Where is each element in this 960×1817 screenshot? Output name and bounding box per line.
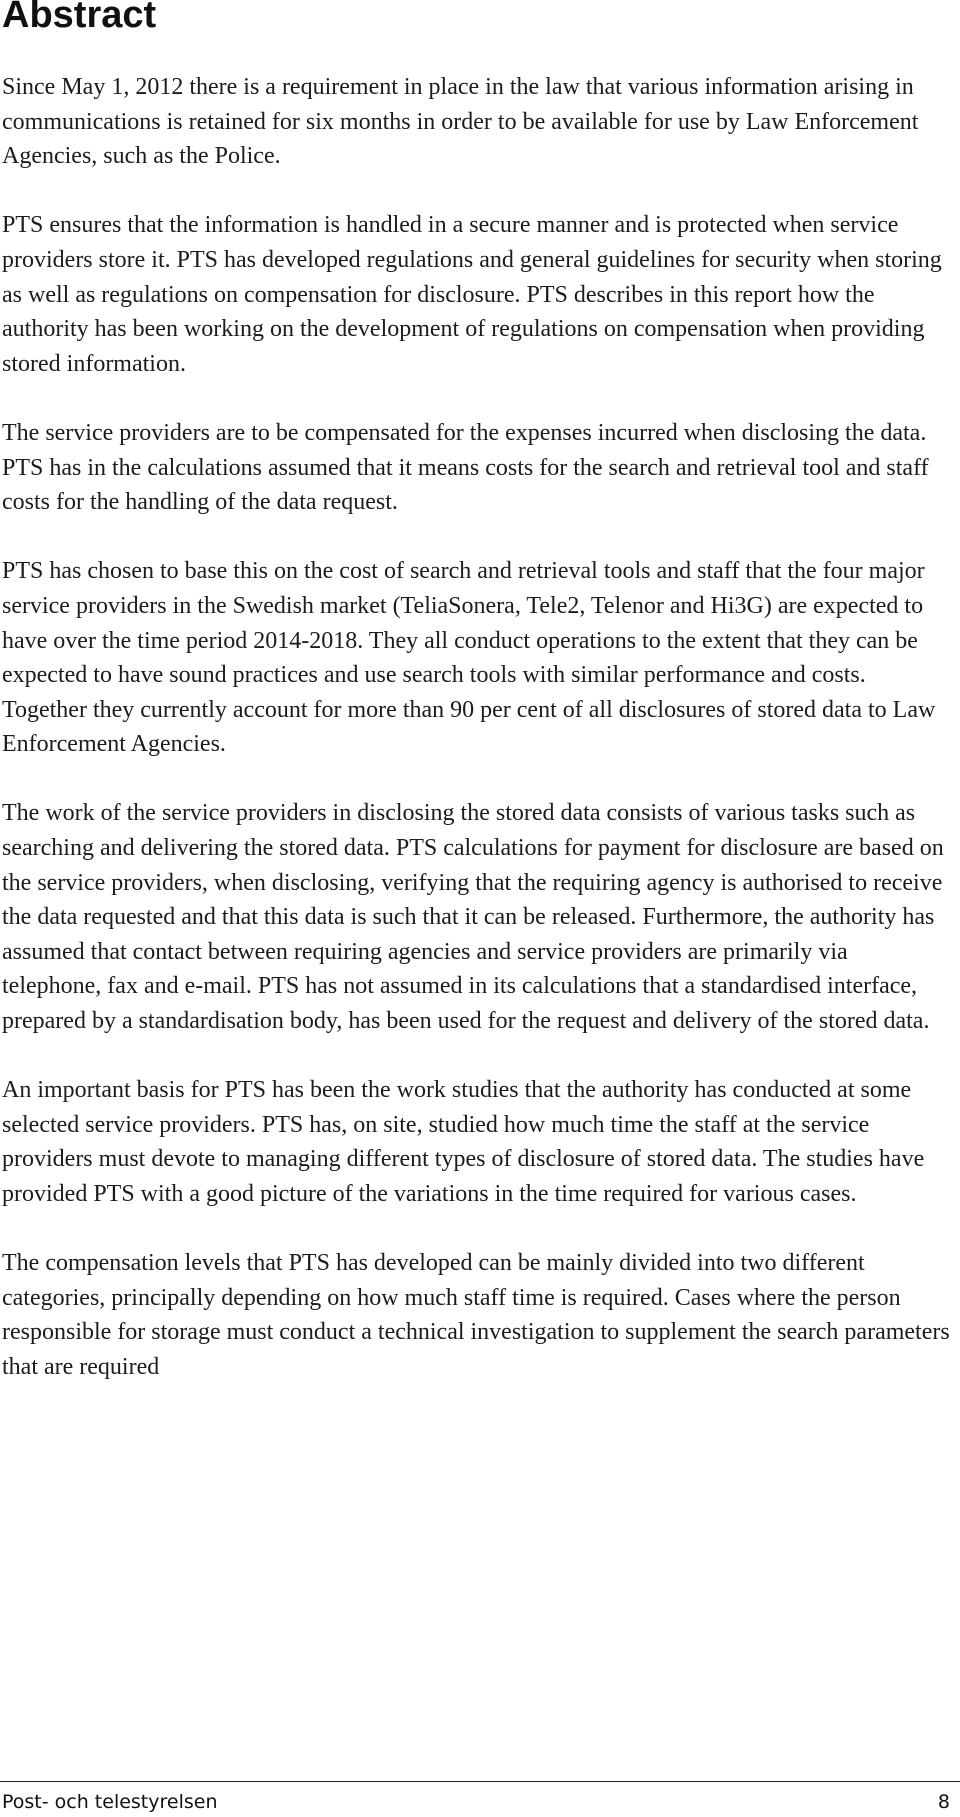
paragraph: Since May 1, 2012 there is a requirement in place in the law that various information arising in communications is retained for six months in order to be available for use by Law Enforcement Agencies, such as the Police. — [2, 74, 919, 170]
paragraph: The work of the service providers in disclosing the stored data consists of various tasks such as searching and delivering the stored data. PTS calculations for payment for disclosure are based on the service providers, when disclosing, verifying that the requiring agency is authorised to receive the data requested and that this data is such that it can be released. Furthermore, the authority has assumed that contact between requiring agencies and service providers are primarily via telephone, fax and e-mail. PTS has not assumed in its calculations that a standardised interface, prepared by a standardisation body, has been used for the request and delivery of the stored data. — [2, 800, 944, 1035]
abstract-body — [2, 70, 950, 1419]
section-heading: Abstract — [2, 0, 157, 36]
paragraph: The service providers are to be compensated for the expenses incurred when disclosing the data. PTS has in the calculations assumed that it means costs for the search and retrieval tool and staff costs for the handling of the data request. — [2, 419, 929, 516]
page-number: 8 — [937, 1791, 950, 1813]
paragraph: PTS has chosen to base this on the cost of search and retrieval tools and staff that the four major service providers in the Swedish market (TeliaSonera, Tele2, Telenor and Hi3G) are expected to have over the time period 2014-2018. They all conduct operations to the extent that they can be expected to have sound practices and use search tools with similar performance and costs. Together they currently account for more than 90 per cent of all disclosures of stored data to Law Enforcement Agencies. — [2, 558, 936, 758]
paragraph: The compensation levels that PTS has developed can be mainly divided into two different categories, principally depending on how much staff time is required. Cases where the person responsible for storage must conduct a technical investigation to supplement the search parameters that are required — [2, 1250, 950, 1380]
paragraph: PTS ensures that the information is handled in a secure manner and is protected when service providers store it. PTS has developed regulations and general guidelines for security when storing as well as regulations on compensation for disclosure. PTS describes in this report how the authority has been working on the development of regulations on compensation when providing stored information. — [2, 212, 942, 377]
footer-divider — [0, 1781, 960, 1782]
footer-organization: Post- och telestyrelsen — [2, 1791, 218, 1813]
paragraph: An important basis for PTS has been the work studies that the authority has conducted at some selected service providers. PTS has, on site, studied how much time the staff at the service providers must devote to managing different types of disclosure of stored data. The studies have provided PTS with a good picture of the variations in the time required for various cases. — [2, 1077, 925, 1207]
